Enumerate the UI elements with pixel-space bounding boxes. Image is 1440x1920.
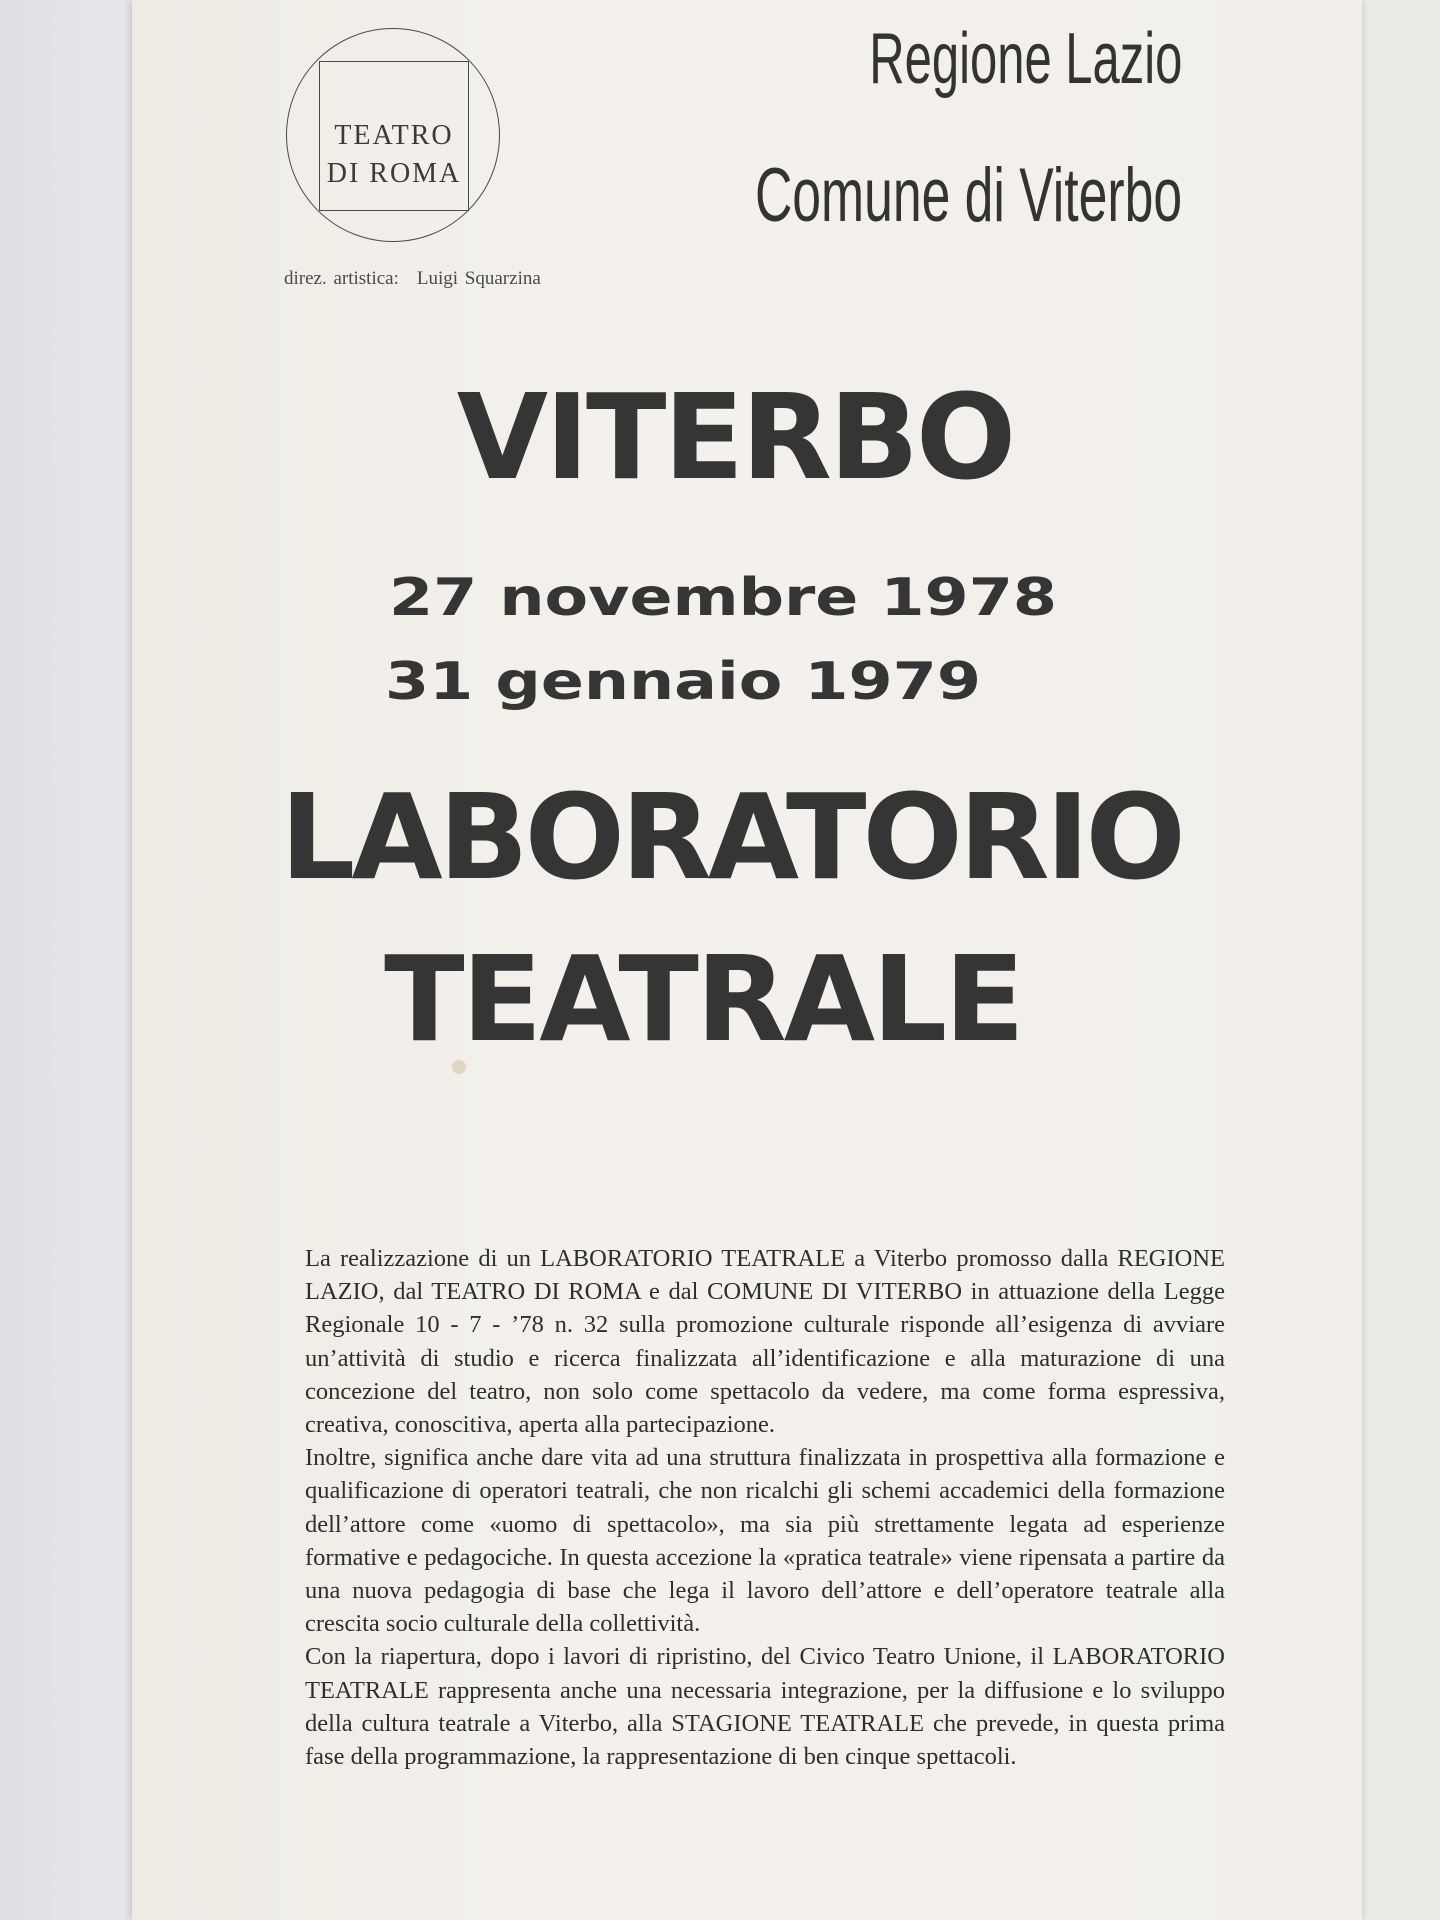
headline-city: VITERBO xyxy=(456,368,1014,506)
logo-text xyxy=(287,117,501,193)
body-paragraph-2: Inoltre, significa anche dare vita ad una struttura finalizzata in prospettiva alla formazione e qualificazione di operatori teatrali, che non ricalchi gli schemi accademici della formazione dell’attore come «uomo di spettacolo», ma sia più strettamente legata ad esperienze formative e pedagociche. In questa accezione la «pratica teatrale» viene ripensata a partire da una nuova pedagogia di base che lega il lavoro dell’attore e dell’operatore teatrale alla crescita socio culturale della collettività. xyxy=(305,1444,1225,1638)
headline-title-line-2: TEATRALE xyxy=(384,930,1022,1068)
body-paragraph-3: Con la riapertura, dopo i lavori di ripristino, del Civico Teatro Unione, il LABORATORIO TEATRALE rappresenta anche una necessaria integrazione, per la diffusione e lo sviluppo della cultura teatrale a Viterbo, alla STAGIONE TEATRALE che prevede, in questa prima fase della programmazione, la rappresentazione di ben cinque spettacoli. xyxy=(305,1643,1225,1771)
headline-date-start: 27 novembre 1978 xyxy=(389,568,1057,628)
director-name: Luigi Squarzina xyxy=(416,268,541,289)
logo-line-2: DI ROMA xyxy=(326,158,462,189)
headline-date-end: 31 gennaio 1979 xyxy=(385,652,981,712)
artistic-direction xyxy=(284,268,541,290)
headline-title-line-1: LABORATORIO xyxy=(280,768,1182,906)
direction-label: direz. artistica: xyxy=(284,268,399,289)
body-paragraph-1: La realizzazione di un LABORATORIO TEATRALE a Viterbo promosso dalla REGIONE LAZIO, dal TEATRO DI ROMA e dal COMUNE DI VITERBO in attuazione della Legge Regionale 10 - 7 - ’78 n. 32 sulla promozione culturale risponde all’esigenza di avviare un’attività di studio e ricerca finalizzata all’identificazione e alla maturazione di una concezione del teatro, non solo come spettacolo da vedere, ma come forma espressiva, creativa, conoscitiva, aperta alla partecipazione. xyxy=(305,1245,1225,1439)
teatro-di-roma-logo xyxy=(286,28,500,242)
header-regione: Regione Lazio xyxy=(868,19,1182,99)
header-comune: Comune di Viterbo xyxy=(754,153,1182,238)
body-text xyxy=(305,1242,1225,1773)
logo-line-1: TEATRO xyxy=(334,120,454,151)
